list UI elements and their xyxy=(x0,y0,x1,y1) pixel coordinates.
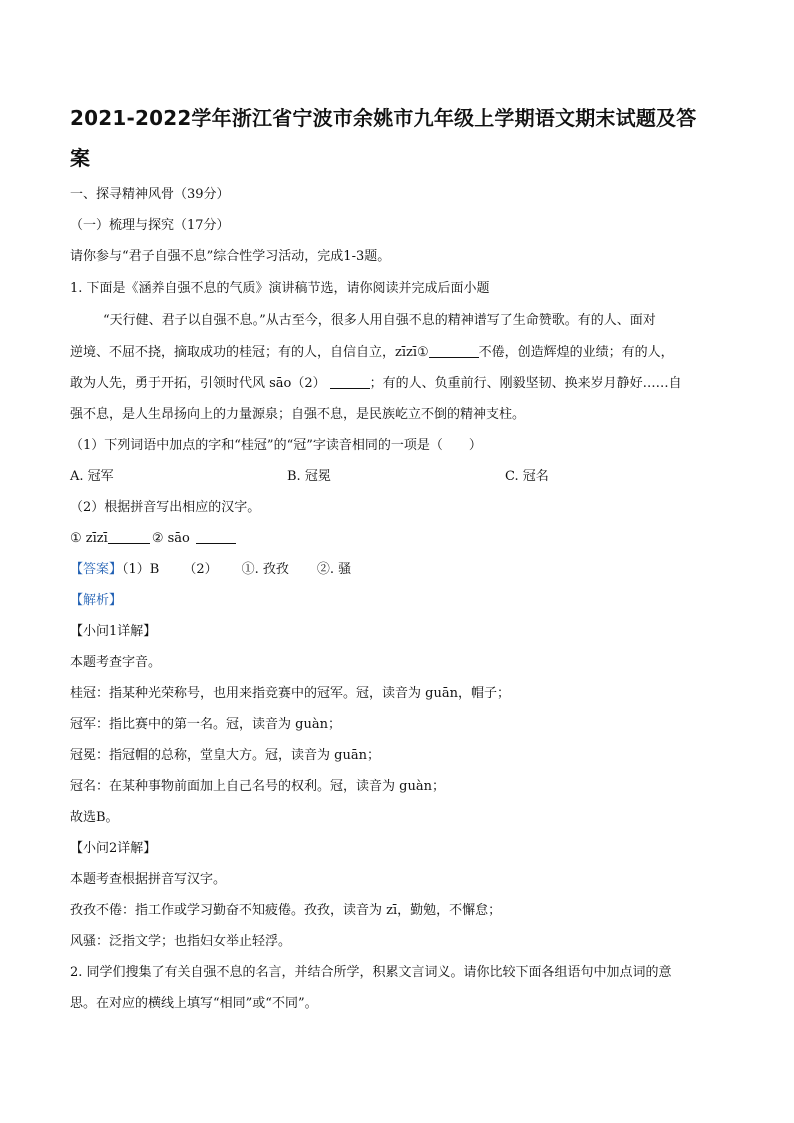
question-1-stem: 1. 下面是《涵养自强不息的气质》演讲稿节选，请你阅读并完成后面小题 xyxy=(70,281,490,296)
option-c: C. 冠名 xyxy=(505,469,549,484)
analysis-1-line-3: 冠军：指比赛中的第一名。冠，读音为 guàn； xyxy=(70,717,341,732)
subquestion-1-heading: 【小问1详解】 xyxy=(70,624,157,639)
pinyin-b: ② sāo xyxy=(151,531,190,546)
analysis-1-line-4: 冠冕：指冠帽的总称，堂皇大方。冠，读音为 guān； xyxy=(70,748,380,763)
question-1-1: （1）下列词语中加点的字和“桂冠”的“冠”字读音相同的一项是（ ） xyxy=(70,438,482,453)
analysis-1-line-6: 故选B。 xyxy=(70,810,119,825)
option-a: A. 冠军 xyxy=(70,469,114,484)
blank-4 xyxy=(196,531,236,544)
pinyin-a: ① zīzī xyxy=(70,531,108,546)
subquestion-2-heading: 【小问2详解】 xyxy=(70,841,157,856)
analysis-1-line-1: 本题考查字音。 xyxy=(70,655,162,670)
answer-label: 【答案】 xyxy=(70,562,123,577)
analysis-2-line-3: 风骚：泛指文学；也指妇女举止轻浮。 xyxy=(70,934,292,949)
question-2-line-2: 思。在对应的横线上填写“相同”或“不同”。 xyxy=(70,996,318,1011)
passage-line-2-end: 不倦，创造辉煌的业绩；有的人， xyxy=(478,345,674,360)
answer-1: （1）B xyxy=(122,562,160,577)
answer-line xyxy=(70,561,351,579)
analysis-2-line-1: 本题考查根据拼音写汉字。 xyxy=(70,872,227,887)
answer-4: ②. 骚 xyxy=(316,562,352,577)
blank-3 xyxy=(108,531,150,544)
pinyin-blanks xyxy=(70,530,236,548)
activity-intro: 请你参与“君子自强不息”综合性学习活动，完成1-3题。 xyxy=(70,249,391,264)
answer-3: ①. 孜孜 xyxy=(241,562,289,577)
passage-line-4: 强不息，是人生昂扬向上的力量源泉；自强不息，是民族屹立不倒的精神支柱。 xyxy=(70,407,526,422)
section-heading: 一、探寻精神风骨（39分） xyxy=(70,187,230,202)
blank-2 xyxy=(330,376,370,389)
analysis-label: 【解析】 xyxy=(70,593,123,608)
passage-line-3 xyxy=(70,375,682,393)
document-title-line-1: 2021-2022学年浙江省宁波市余姚市九年级上学期语文期末试题及答 xyxy=(70,106,697,130)
subsection-heading: （一）梳理与探究（17分） xyxy=(70,218,230,233)
answer-2: （2） xyxy=(183,562,218,577)
analysis-2-line-2: 孜孜不倦：指工作或学习勤奋不知疲倦。孜孜，读音为 zī，勤勉，不懈怠； xyxy=(70,903,502,918)
analysis-1-line-5: 冠名：在某种事物前面加上自己名号的权利。冠，读音为 guàn； xyxy=(70,779,445,794)
analysis-1-line-2: 桂冠：指某种光荣称号，也用来指竞赛中的冠军。冠，读音为 guān，帽子； xyxy=(70,686,510,701)
document-title-line-2: 案 xyxy=(70,146,91,170)
question-2-line-1: 2. 同学们搜集了有关自强不息的名言，并结合所学，积累文言词义。请你比较下面各组语句中加点词的意 xyxy=(70,965,672,980)
passage-line-1: “天行健、君子以自强不息。”从古至今，很多人用自强不息的精神谱写了生命赞歌。有的人、面对 xyxy=(103,313,656,328)
question-1-2: （2）根据拼音写出相应的汉字。 xyxy=(70,500,261,515)
passage-line-3-end: ；有的人、负重前行、刚毅坚韧、换来岁月静好……自 xyxy=(369,376,682,391)
passage-line-2 xyxy=(70,344,674,362)
passage-line-2-start: 逆境、不屈不挠，摘取成功的桂冠；有的人，自信自立，zīzī① xyxy=(70,345,429,360)
option-b: B. 冠冕 xyxy=(287,469,331,484)
passage-line-3-start: 敢为人先，勇于开拓，引领时代风 sāo（2） xyxy=(70,376,326,391)
blank-1 xyxy=(429,345,479,358)
